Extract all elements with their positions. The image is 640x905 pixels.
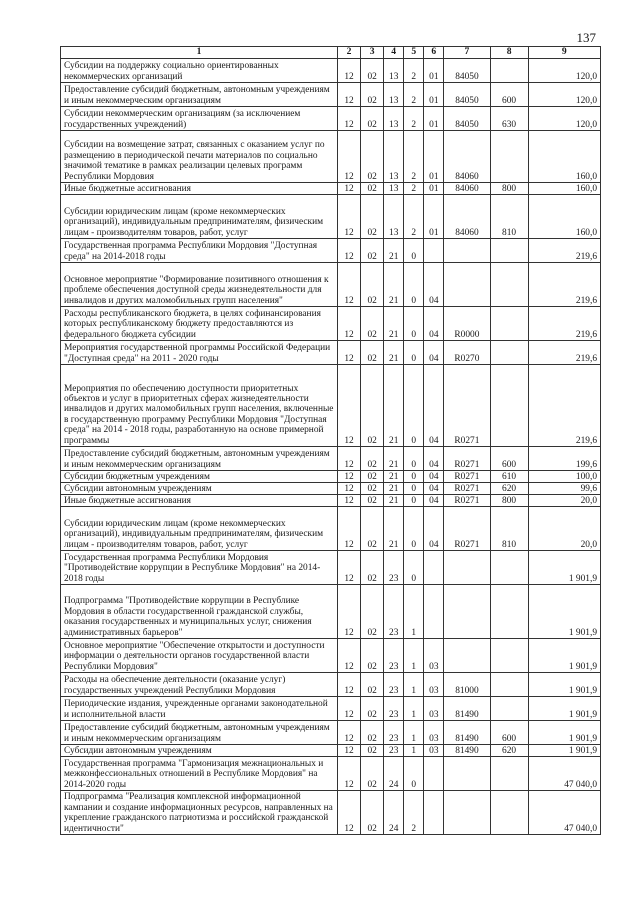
cell-amount: 219,6 (528, 365, 600, 447)
cell-expense-type: 810 (490, 507, 528, 551)
cell-amount: 219,6 (528, 239, 600, 263)
cell-amount: 1 901,9 (528, 697, 600, 721)
cell-activity (424, 585, 444, 639)
header-col-7: 7 (444, 47, 490, 59)
cell-amount: 160,0 (528, 183, 600, 195)
cell-direction: R0271 (444, 507, 490, 551)
cell-name: Предоставление субсидий бюджетным, автономным учреждениям и иным некоммерческим организациям (61, 447, 338, 471)
cell-direction: 84060 (444, 195, 490, 239)
cell-expense-type (490, 551, 528, 585)
cell-program: 23 (384, 639, 404, 673)
cell-program: 21 (384, 447, 404, 471)
cell-direction: R0271 (444, 495, 490, 507)
table-row (61, 471, 601, 483)
cell-name: Субсидии на поддержку социально ориентированных некоммерческих организаций (61, 59, 338, 83)
cell-activity: 04 (424, 471, 444, 483)
cell-name: Государственная программа Республики Мордовия "Доступная среда" на 2014-2018 годы (61, 239, 338, 263)
cell-name: Предоставление субсидий бюджетным, автономным учреждениям и иным некоммерческим организациям (61, 83, 338, 107)
cell-activity: 04 (424, 263, 444, 307)
table-row (61, 263, 601, 307)
cell-expense-type: 810 (490, 195, 528, 239)
table-row (61, 483, 601, 495)
cell-name: Государственная программа Республики Мордовия "Противодействие коррупции в Республике Мордовия" на 2014-2018 годы (61, 551, 338, 585)
cell-amount: 120,0 (528, 59, 600, 83)
cell-subsection: 02 (361, 195, 384, 239)
cell-section: 12 (338, 365, 361, 447)
page-number: 137 (576, 30, 596, 45)
table-row (61, 639, 601, 673)
cell-expense-type: 620 (490, 745, 528, 757)
cell-expense-type (490, 365, 528, 447)
table-header-row (61, 47, 601, 59)
cell-activity: 04 (424, 483, 444, 495)
cell-amount: 219,6 (528, 263, 600, 307)
cell-direction (444, 239, 490, 263)
cell-program: 21 (384, 483, 404, 495)
cell-direction (444, 791, 490, 835)
cell-section: 12 (338, 263, 361, 307)
table-row (61, 83, 601, 107)
header-col-4: 4 (384, 47, 404, 59)
cell-expense-type: 600 (490, 83, 528, 107)
cell-name: Субсидии автономным учреждениям (61, 745, 338, 757)
cell-program: 21 (384, 239, 404, 263)
cell-amount: 47 040,0 (528, 757, 600, 791)
cell-expense-type (490, 131, 528, 183)
cell-expense-type (490, 639, 528, 673)
cell-amount: 20,0 (528, 507, 600, 551)
cell-direction (444, 639, 490, 673)
budget-table (60, 46, 601, 835)
cell-subprogram: 1 (404, 721, 424, 745)
cell-section: 12 (338, 195, 361, 239)
cell-program: 23 (384, 721, 404, 745)
cell-subsection: 02 (361, 673, 384, 697)
cell-activity: 01 (424, 183, 444, 195)
cell-direction: 81490 (444, 697, 490, 721)
cell-amount: 1 901,9 (528, 721, 600, 745)
table-row (61, 183, 601, 195)
cell-name: Субсидии на возмещение затрат, связанных с оказанием услуг по размещению в периодической печати материалов по социально значимой тематике в рамках реализации целевых программ Республики Мордовия (61, 131, 338, 183)
table-row (61, 507, 601, 551)
cell-expense-type (490, 585, 528, 639)
cell-program: 21 (384, 495, 404, 507)
cell-subprogram: 0 (404, 365, 424, 447)
cell-subsection: 02 (361, 507, 384, 551)
cell-amount: 1 901,9 (528, 551, 600, 585)
cell-expense-type (490, 341, 528, 365)
cell-section: 12 (338, 107, 361, 131)
table-row (61, 239, 601, 263)
cell-activity (424, 757, 444, 791)
cell-subprogram: 2 (404, 131, 424, 183)
cell-amount: 219,6 (528, 307, 600, 341)
cell-section: 12 (338, 341, 361, 365)
cell-expense-type: 800 (490, 495, 528, 507)
cell-program: 23 (384, 697, 404, 721)
cell-subsection: 02 (361, 107, 384, 131)
cell-activity (424, 551, 444, 585)
cell-direction: 81000 (444, 673, 490, 697)
cell-program: 21 (384, 365, 404, 447)
cell-program: 24 (384, 757, 404, 791)
cell-section: 12 (338, 673, 361, 697)
table-body (61, 59, 601, 835)
table-row (61, 585, 601, 639)
cell-name: Предоставление субсидий бюджетным, автономным учреждениям и иным некоммерческим организациям (61, 721, 338, 745)
cell-subsection: 02 (361, 83, 384, 107)
cell-direction (444, 585, 490, 639)
cell-direction: 81490 (444, 721, 490, 745)
cell-name: Мероприятия государственной программы Российской Федерации "Доступная среда" на 2011 - 2020 годы (61, 341, 338, 365)
cell-subprogram: 0 (404, 757, 424, 791)
cell-name: Мероприятия по обеспечению доступности приоритетных объектов и услуг в приоритетных сферах жизнедеятельности инвалидов и других маломобильных групп населения, включенные в государственную программу Республики Мордовия "Доступная среда" на 2014 - 2018 годы, разработанную на основе примерной программы (61, 365, 338, 447)
cell-activity: 03 (424, 697, 444, 721)
cell-amount: 99,6 (528, 483, 600, 495)
cell-program: 13 (384, 59, 404, 83)
cell-subsection: 02 (361, 239, 384, 263)
cell-subprogram: 2 (404, 791, 424, 835)
cell-amount: 199,6 (528, 447, 600, 471)
cell-activity: 04 (424, 447, 444, 471)
cell-subsection: 02 (361, 483, 384, 495)
cell-subsection: 02 (361, 471, 384, 483)
cell-program: 24 (384, 791, 404, 835)
cell-name: Подпрограмма "Реализация комплексной информационной кампании и создание информационных ресурсов, направленных на укрепление гражданского патриотизма и российской гражданской идентичности" (61, 791, 338, 835)
cell-subprogram: 1 (404, 585, 424, 639)
cell-subprogram: 1 (404, 697, 424, 721)
cell-expense-type (490, 673, 528, 697)
cell-section: 12 (338, 507, 361, 551)
table-row (61, 365, 601, 447)
cell-section: 12 (338, 721, 361, 745)
cell-program: 13 (384, 131, 404, 183)
cell-name: Субсидии бюджетным учреждениям (61, 471, 338, 483)
cell-amount: 1 901,9 (528, 673, 600, 697)
cell-subsection: 02 (361, 365, 384, 447)
cell-section: 12 (338, 639, 361, 673)
table-row (61, 697, 601, 721)
cell-subsection: 02 (361, 721, 384, 745)
header-col-3: 3 (361, 47, 384, 59)
cell-activity: 03 (424, 721, 444, 745)
cell-amount: 1 901,9 (528, 585, 600, 639)
cell-direction: R0271 (444, 471, 490, 483)
cell-section: 12 (338, 495, 361, 507)
cell-program: 13 (384, 83, 404, 107)
cell-amount: 219,6 (528, 341, 600, 365)
cell-subprogram: 0 (404, 507, 424, 551)
cell-program: 13 (384, 195, 404, 239)
cell-expense-type (490, 757, 528, 791)
cell-section: 12 (338, 307, 361, 341)
table-row (61, 131, 601, 183)
header-col-9: 9 (528, 47, 600, 59)
cell-subprogram: 1 (404, 745, 424, 757)
cell-direction: R0270 (444, 341, 490, 365)
cell-activity: 01 (424, 195, 444, 239)
cell-program: 21 (384, 341, 404, 365)
header-col-1: 1 (61, 47, 338, 59)
table-row (61, 107, 601, 131)
cell-subprogram: 0 (404, 341, 424, 365)
cell-activity: 04 (424, 507, 444, 551)
cell-name: Субсидии автономным учреждениям (61, 483, 338, 495)
cell-subprogram: 0 (404, 551, 424, 585)
cell-name: Государственная программа "Гармонизация межнациональных и межконфессиональных отношений в Республике Мордовия" на 2014-2020 годы (61, 757, 338, 791)
cell-subprogram: 0 (404, 239, 424, 263)
cell-expense-type: 630 (490, 107, 528, 131)
cell-amount: 1 901,9 (528, 745, 600, 757)
cell-expense-type (490, 239, 528, 263)
table-row (61, 673, 601, 697)
cell-section: 12 (338, 697, 361, 721)
cell-subprogram: 0 (404, 495, 424, 507)
cell-direction: 84050 (444, 59, 490, 83)
cell-program: 21 (384, 471, 404, 483)
cell-name: Иные бюджетные ассигнования (61, 183, 338, 195)
cell-activity: 03 (424, 673, 444, 697)
table-row (61, 195, 601, 239)
cell-section: 12 (338, 791, 361, 835)
cell-name: Периодические издания, учрежденные органами законодательной и исполнительной власти (61, 697, 338, 721)
table-row (61, 757, 601, 791)
cell-section: 12 (338, 585, 361, 639)
cell-program: 23 (384, 745, 404, 757)
cell-subprogram: 2 (404, 183, 424, 195)
cell-direction: 84060 (444, 131, 490, 183)
header-col-8: 8 (490, 47, 528, 59)
cell-subsection: 02 (361, 791, 384, 835)
cell-amount: 100,0 (528, 471, 600, 483)
cell-program: 21 (384, 263, 404, 307)
cell-subprogram: 2 (404, 107, 424, 131)
cell-direction: 84050 (444, 107, 490, 131)
cell-subsection: 02 (361, 697, 384, 721)
cell-subsection: 02 (361, 263, 384, 307)
cell-direction: 81490 (444, 745, 490, 757)
header-col-6: 6 (424, 47, 444, 59)
cell-direction: 84050 (444, 83, 490, 107)
cell-subprogram: 0 (404, 447, 424, 471)
cell-name: Подпрограмма "Противодействие коррупции в Республике Мордовия в области государственной гражданской службы, оказания государственных и муниципальных услуг, снижения административных барьеров" (61, 585, 338, 639)
cell-subsection: 02 (361, 307, 384, 341)
cell-program: 13 (384, 107, 404, 131)
table-row (61, 745, 601, 757)
cell-amount: 120,0 (528, 107, 600, 131)
cell-direction: R0271 (444, 483, 490, 495)
table-row (61, 307, 601, 341)
cell-section: 12 (338, 447, 361, 471)
cell-expense-type: 600 (490, 447, 528, 471)
cell-activity: 04 (424, 307, 444, 341)
cell-name: Расходы на обеспечение деятельности (оказание услуг) государственных учреждений Республики Мордовия (61, 673, 338, 697)
cell-activity (424, 239, 444, 263)
cell-expense-type (490, 59, 528, 83)
cell-name: Субсидии юридическим лицам (кроме некоммерческих организаций), индивидуальным предпринимателям, физическим лицам - производителям товаров, работ, услуг (61, 195, 338, 239)
cell-subsection: 02 (361, 639, 384, 673)
cell-activity: 03 (424, 745, 444, 757)
cell-section: 12 (338, 59, 361, 83)
cell-subprogram: 2 (404, 83, 424, 107)
cell-subprogram: 2 (404, 59, 424, 83)
cell-activity: 01 (424, 83, 444, 107)
cell-program: 23 (384, 585, 404, 639)
table-row (61, 59, 601, 83)
cell-name: Субсидии некоммерческим организациям (за исключением государственных учреждений) (61, 107, 338, 131)
cell-expense-type (490, 697, 528, 721)
cell-subprogram: 1 (404, 673, 424, 697)
cell-subsection: 02 (361, 745, 384, 757)
cell-program: 21 (384, 307, 404, 341)
cell-subsection: 02 (361, 585, 384, 639)
cell-direction (444, 551, 490, 585)
cell-direction: 84060 (444, 183, 490, 195)
cell-amount: 160,0 (528, 131, 600, 183)
cell-program: 23 (384, 551, 404, 585)
header-col-5: 5 (404, 47, 424, 59)
cell-subsection: 02 (361, 341, 384, 365)
cell-subprogram: 0 (404, 471, 424, 483)
cell-subprogram: 2 (404, 195, 424, 239)
cell-expense-type: 600 (490, 721, 528, 745)
cell-name: Субсидии юридическим лицам (кроме некоммерческих организаций), индивидуальным предпринимателям, физическим лицам - производителям товаров, работ, услуг (61, 507, 338, 551)
cell-amount: 20,0 (528, 495, 600, 507)
cell-program: 13 (384, 183, 404, 195)
cell-subsection: 02 (361, 495, 384, 507)
cell-activity: 01 (424, 131, 444, 183)
cell-direction: R0271 (444, 447, 490, 471)
cell-section: 12 (338, 551, 361, 585)
cell-expense-type: 800 (490, 183, 528, 195)
cell-subprogram: 0 (404, 307, 424, 341)
cell-expense-type: 620 (490, 483, 528, 495)
cell-program: 21 (384, 507, 404, 551)
cell-activity: 04 (424, 495, 444, 507)
cell-direction (444, 263, 490, 307)
cell-activity (424, 791, 444, 835)
cell-section: 12 (338, 183, 361, 195)
cell-subsection: 02 (361, 447, 384, 471)
cell-section: 12 (338, 239, 361, 263)
cell-amount: 160,0 (528, 195, 600, 239)
table-row (61, 551, 601, 585)
cell-activity: 01 (424, 59, 444, 83)
cell-activity: 04 (424, 341, 444, 365)
header-col-2: 2 (338, 47, 361, 59)
cell-direction (444, 757, 490, 791)
table-row (61, 721, 601, 745)
cell-subsection: 02 (361, 183, 384, 195)
cell-direction: R0271 (444, 365, 490, 447)
cell-subsection: 02 (361, 757, 384, 791)
cell-section: 12 (338, 757, 361, 791)
cell-subsection: 02 (361, 131, 384, 183)
cell-activity: 04 (424, 365, 444, 447)
cell-subsection: 02 (361, 59, 384, 83)
cell-activity: 03 (424, 639, 444, 673)
cell-subsection: 02 (361, 551, 384, 585)
cell-expense-type (490, 791, 528, 835)
cell-name: Основное мероприятие "Обеспечение открытости и доступности информации о деятельности органов государственной власти Республики Мордовия" (61, 639, 338, 673)
cell-section: 12 (338, 471, 361, 483)
cell-activity: 01 (424, 107, 444, 131)
table-row (61, 341, 601, 365)
cell-amount: 47 040,0 (528, 791, 600, 835)
cell-amount: 120,0 (528, 83, 600, 107)
cell-subprogram: 0 (404, 483, 424, 495)
cell-section: 12 (338, 745, 361, 757)
table-row (61, 791, 601, 835)
cell-section: 12 (338, 131, 361, 183)
cell-expense-type (490, 263, 528, 307)
cell-section: 12 (338, 83, 361, 107)
cell-amount: 1 901,9 (528, 639, 600, 673)
cell-expense-type: 610 (490, 471, 528, 483)
cell-name: Расходы республиканского бюджета, в целях софинансирования которых республиканскому бюджету предоставляются из федерального бюджета субсидии (61, 307, 338, 341)
cell-subprogram: 1 (404, 639, 424, 673)
cell-section: 12 (338, 483, 361, 495)
cell-direction: R0000 (444, 307, 490, 341)
table-row (61, 447, 601, 471)
cell-name: Иные бюджетные ассигнования (61, 495, 338, 507)
cell-subprogram: 0 (404, 263, 424, 307)
cell-name: Основное мероприятие "Формирование позитивного отношения к проблеме обеспечения доступной среды жизнедеятельности для инвалидов и других маломобильных групп населения" (61, 263, 338, 307)
table-row (61, 495, 601, 507)
cell-program: 23 (384, 673, 404, 697)
cell-expense-type (490, 307, 528, 341)
